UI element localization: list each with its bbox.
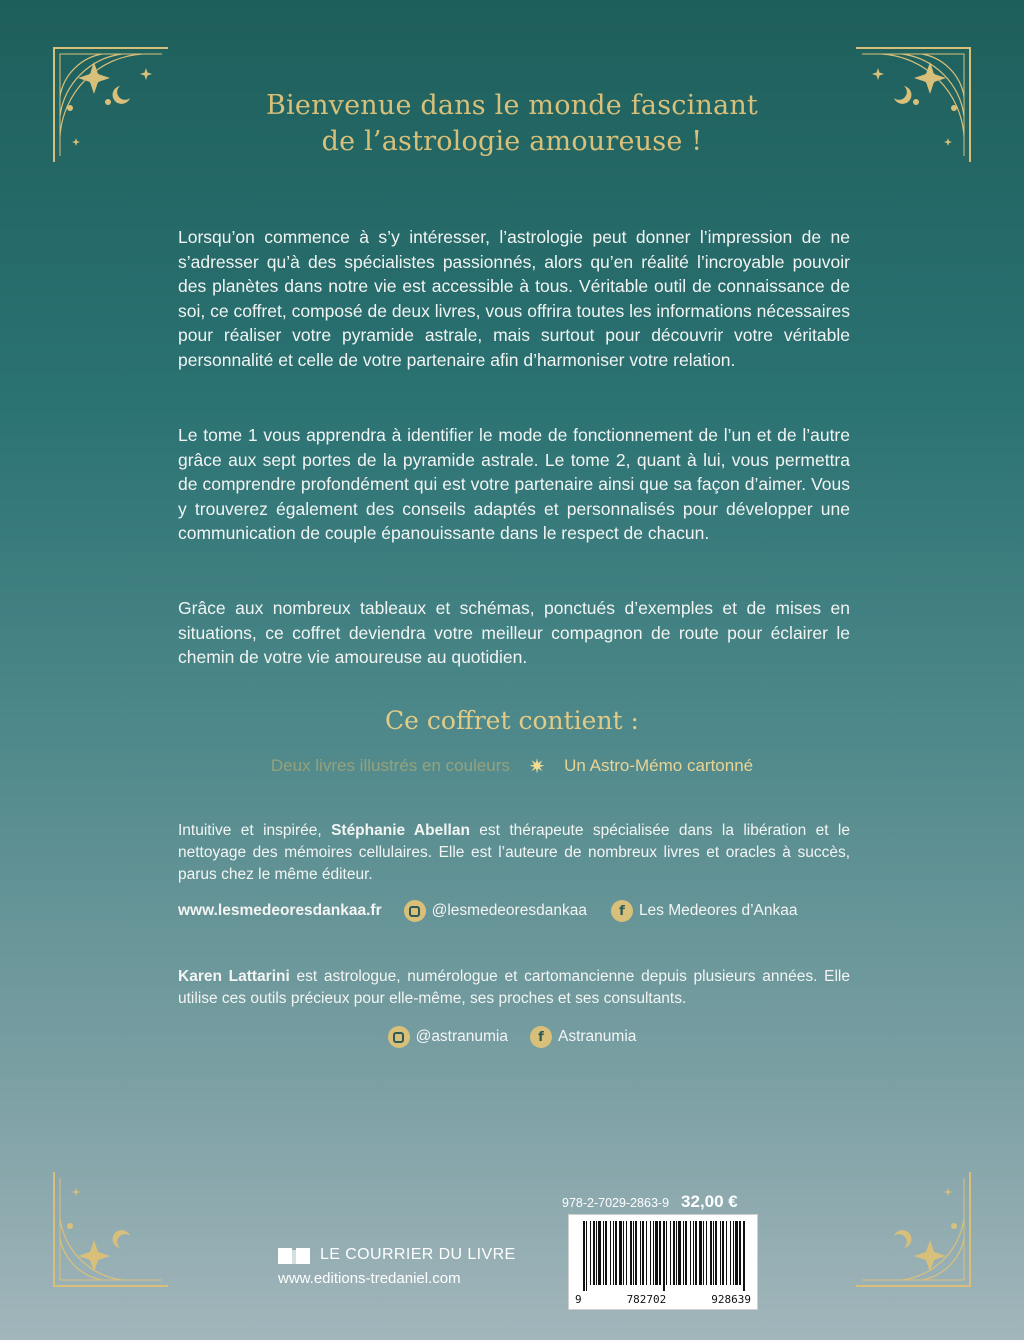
barcode-bar	[683, 1221, 684, 1285]
barcode-group-1: 782702	[626, 1293, 667, 1306]
barcode-bar	[650, 1221, 651, 1285]
barcode-bar	[710, 1221, 712, 1285]
barcode-bar	[613, 1221, 614, 1285]
barcode-bar	[610, 1221, 611, 1285]
barcode-bar	[635, 1221, 637, 1285]
description-paragraph-1: Lorsqu’on commence à s’y intéresser, l’astrologie peut donner l’impression de ne s’adresser qu’à des spécialistes passionnés, alors qu’en réalité l’incroyable pouvoir des planètes dans notre vie est accessible à tous. Véritable outil de connaissance de soi, ce coffret, composé de deux livres, vous offrira toutes les informations nécessaires pour réaliser votre pyramide astrale, mais surtout pour découvrir votre véritable personnalité et celle de votre partenaire afin d’harmoniser votre relation.	[178, 227, 850, 370]
author1-intro: Intuitive et inspirée,	[178, 822, 332, 839]
barcode	[568, 1214, 758, 1310]
barcode-bar	[673, 1221, 675, 1285]
barcode-bar	[733, 1221, 734, 1285]
author2-instagram-handle: @astranumia	[415, 1028, 508, 1045]
barcode-bar	[676, 1221, 677, 1285]
celestial-ornament-icon	[854, 1170, 974, 1290]
price: 32,00 €	[681, 1192, 738, 1211]
publisher-name: LE COURRIER DU LIVRE	[320, 1246, 516, 1263]
corner-ornament-bottom-right	[854, 1170, 974, 1290]
barcode-bar	[722, 1221, 724, 1285]
barcode-bar	[590, 1221, 591, 1285]
author2-name: Karen Lattarini	[178, 968, 290, 985]
headline	[0, 88, 1024, 160]
author2-facebook-link[interactable]	[530, 1026, 636, 1048]
celestial-ornament-icon	[50, 1170, 170, 1290]
barcode-bar	[630, 1221, 632, 1285]
barcode-digits	[569, 1293, 757, 1306]
barcode-bar	[659, 1221, 661, 1285]
barcode-bar	[685, 1221, 687, 1285]
barcode-bar	[596, 1221, 597, 1285]
corner-ornament-bottom-left	[50, 1170, 170, 1290]
barcode-bar	[666, 1221, 667, 1285]
barcode-bar	[598, 1221, 601, 1285]
author2-instagram-link[interactable]	[388, 1026, 508, 1048]
barcode-bar	[735, 1221, 738, 1285]
barcode-bar	[605, 1221, 607, 1285]
barcode-group-2: 928639	[711, 1293, 751, 1306]
barcode-bar	[623, 1221, 624, 1285]
barcode-bar	[593, 1221, 595, 1285]
barcode-bar	[583, 1221, 585, 1291]
author1-facebook-page: Les Medeores d’Ankaa	[638, 902, 798, 919]
open-book-icon	[278, 1246, 310, 1264]
author1-website-link[interactable]: www.lesmedeoresdankaa.fr	[178, 902, 382, 919]
barcode-bar	[720, 1221, 721, 1285]
contents-item-astro-memo: Un Astro-Mémo cartonné	[564, 756, 754, 775]
author2-bio: est astrologue, numérologue et cartomancienne depuis plusieurs années. Elle utilise ces outils précieux pour elle-même, ses proches et ses consultants.	[178, 968, 850, 1007]
barcode-bar	[739, 1221, 741, 1285]
isbn-number: 978-2-7029-2863-9	[562, 1196, 670, 1210]
barcode-bar	[693, 1221, 694, 1285]
barcode-bar	[703, 1221, 704, 1285]
barcode-bar	[663, 1221, 665, 1291]
description-paragraph-3: Grâce aux nombreux tableaux et schémas, ponctués d’exemples et de mises en situations, ce coffret deviendra votre meilleur compagnon de route pour éclairer le chemin de votre vie amoureuse au quotidien.	[178, 598, 850, 668]
author-bio-karen	[178, 966, 850, 1010]
instagram-icon	[388, 1026, 410, 1048]
barcode-bar	[699, 1221, 702, 1285]
publisher-url[interactable]: www.editions-tredaniel.com	[278, 1270, 461, 1287]
headline-line-1: Bienvenue dans le monde fascinant	[266, 90, 758, 121]
barcode-bar	[655, 1221, 658, 1285]
description-paragraph-2: Le tome 1 vous apprendra à identifier le mode de fonctionnement de l’un et de l’autre grâce aux sept portes de la pyramide astrale. Le tome 2, quant à lui, vous permettra de comprendre profondément qui est votre partenaire ainsi que sa façon d’aimer. Vous y trouverez également des conseils adaptés et personnalisés pour développer une communication de couple épanouissante dans le respect de chacun.	[178, 425, 850, 544]
author1-bio: est thérapeute spécialisée dans la libération et le nettoyage des mémoires cellulaires. Elle est l’auteure de nombreux livres et oracles à succès, parus chez le même éditeur.	[178, 822, 850, 883]
author1-name: Stéphanie Abellan	[331, 822, 470, 839]
barcode-bar	[653, 1221, 654, 1285]
barcode-bar	[743, 1221, 745, 1291]
barcode-bar	[615, 1221, 617, 1285]
barcode-bar	[678, 1221, 681, 1285]
barcode-lead-digit: 9	[575, 1293, 582, 1306]
author1-instagram-link[interactable]	[404, 900, 587, 922]
author1-links	[178, 900, 850, 922]
publisher-block	[278, 1246, 516, 1287]
barcode-bar	[646, 1221, 647, 1285]
facebook-icon: f	[611, 900, 633, 922]
barcode-bar	[642, 1221, 644, 1285]
barcode-bar	[695, 1221, 697, 1285]
barcode-bar	[633, 1221, 634, 1285]
barcode-bar	[730, 1221, 731, 1285]
sparkle-star-icon: ✷	[528, 756, 546, 778]
barcode-bar	[726, 1221, 727, 1285]
isbn-price-line	[562, 1192, 738, 1212]
barcode-bar	[715, 1221, 717, 1285]
barcode-bar	[626, 1221, 627, 1285]
barcode-bar	[713, 1221, 714, 1285]
author1-instagram-handle: @lesmedeoresdankaa	[431, 902, 587, 919]
barcode-bar	[690, 1221, 691, 1285]
barcode-bar	[670, 1221, 671, 1285]
barcode-bar	[619, 1221, 622, 1285]
headline-line-2: de l’astrologie amoureuse !	[321, 126, 703, 157]
author1-facebook-link[interactable]	[611, 900, 798, 922]
barcode-bar	[586, 1221, 587, 1291]
author2-facebook-page: Astranumia	[558, 1028, 637, 1045]
instagram-icon	[404, 900, 426, 922]
barcode-bar	[603, 1221, 604, 1285]
contents-list	[0, 754, 1024, 779]
barcode-bars-icon	[569, 1215, 757, 1293]
author2-links	[0, 1026, 1024, 1048]
barcode-bar	[706, 1221, 707, 1285]
author-bio-stephanie	[178, 820, 850, 886]
contents-item-books: Deux livres illustrés en couleurs	[270, 756, 510, 775]
facebook-icon: f	[530, 1026, 552, 1048]
contents-title: Ce coffret contient :	[385, 706, 639, 735]
barcode-bar	[640, 1221, 641, 1285]
